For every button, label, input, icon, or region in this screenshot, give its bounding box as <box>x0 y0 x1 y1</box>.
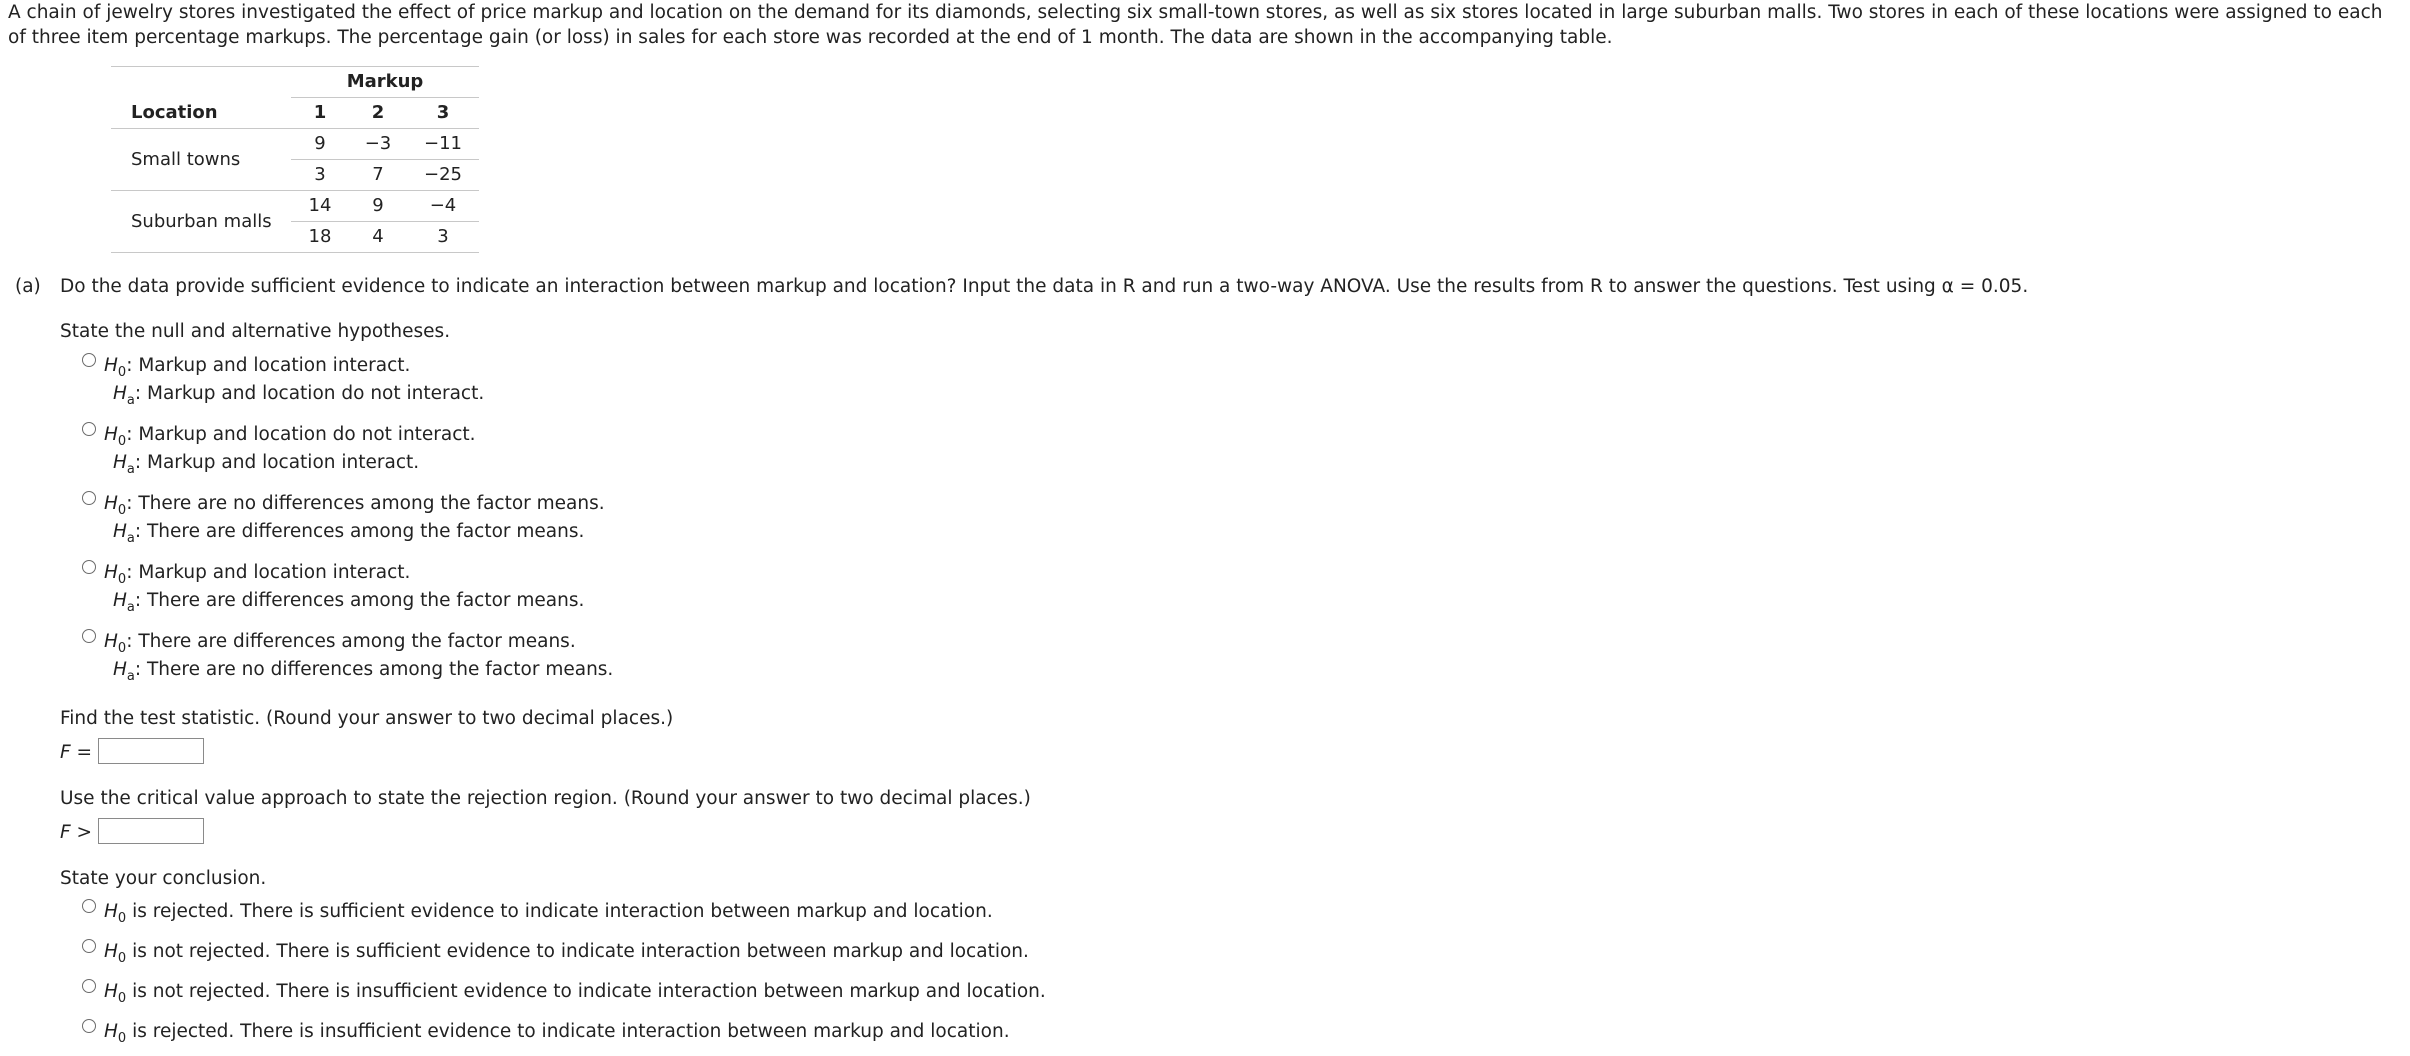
table-cell: 9 <box>291 129 349 160</box>
markup-col-2: 2 <box>349 98 407 129</box>
radio-button[interactable] <box>82 353 96 367</box>
table-cell: −11 <box>407 129 479 160</box>
conclusion-option-2[interactable]: $H_0$ is not rejected. There is sufficient evidence to indicate interaction between markup and location. <box>82 938 1029 966</box>
test-statistic-prompt: Find the test statistic. (Round your answer to two decimal places.) <box>60 708 674 729</box>
conclusion-prompt: State your conclusion. <box>60 868 267 889</box>
problem-intro: A chain of jewelry stores investigated the effect of price markup and location on the demand for its diamonds, selecting six small-town stores, as well as six stores located in large suburban malls. Two stores in each of these locations were assigned to each of three item percentage markups. The percentage gain (or loss) in sales for each store was recorded at the end of 1 month. The data are shown in the accompanying table. <box>8 2 2383 48</box>
conclusion-option-4[interactable]: $H_0$ is rejected. There is insufficient evidence to indicate interaction between markup and location. <box>82 1018 1010 1046</box>
rejection-region-input[interactable] <box>98 818 204 844</box>
radio-button[interactable] <box>82 899 96 913</box>
radio-button[interactable] <box>82 560 96 574</box>
radio-button[interactable] <box>82 979 96 993</box>
conclusion-option-1[interactable]: $H_0$ is rejected. There is sufficient evidence to indicate interaction between markup and location. <box>82 898 993 926</box>
table-row <box>111 129 479 160</box>
row-label-suburban-malls: Suburban malls <box>111 191 291 253</box>
part-a-text: Do the data provide sufficient evidence to indicate an interaction between markup and location? Input the data in R and run a two-way ANOVA. Use the results from R to answer the questions. Test using α = 0.05. <box>60 276 2029 297</box>
radio-button[interactable] <box>82 1019 96 1033</box>
table-cell: −4 <box>407 191 479 222</box>
location-header: Location <box>111 98 291 129</box>
test-statistic-input[interactable] <box>98 738 204 764</box>
part-a-tag: (a) <box>15 276 41 297</box>
markup-col-1: 1 <box>291 98 349 129</box>
table-cell: −3 <box>349 129 407 160</box>
radio-button[interactable] <box>82 422 96 436</box>
radio-button[interactable] <box>82 491 96 505</box>
row-label-small-towns: Small towns <box>111 129 291 191</box>
part-a-question <box>15 274 2028 300</box>
table-cell: 3 <box>291 160 349 191</box>
markup-header: Markup <box>291 67 479 98</box>
table-cell: 4 <box>349 222 407 253</box>
data-table <box>111 66 479 253</box>
table-cell: 18 <box>291 222 349 253</box>
hypothesis-option-2[interactable]: $H_0$: Markup and location do not interact. $H_a$: Markup and location interact. <box>82 421 476 477</box>
table-cell: 9 <box>349 191 407 222</box>
radio-button[interactable] <box>82 939 96 953</box>
table-cell: 14 <box>291 191 349 222</box>
rejection-region-prompt: Use the critical value approach to state the rejection region. (Round your answer to two decimal places.) <box>60 788 1031 809</box>
rejection-region-label: F > <box>60 822 93 843</box>
test-statistic-row <box>60 738 204 768</box>
radio-button[interactable] <box>82 629 96 643</box>
rejection-region-row <box>60 818 204 848</box>
table-cell: 7 <box>349 160 407 191</box>
table-cell: 3 <box>407 222 479 253</box>
table-row <box>111 191 479 222</box>
markup-col-3: 3 <box>407 98 479 129</box>
test-statistic-label: F = <box>60 742 93 763</box>
table-cell: −25 <box>407 160 479 191</box>
hypothesis-option-1[interactable]: $H_0$: Markup and location interact. $H_a$: Markup and location do not interact. <box>82 352 484 408</box>
hypotheses-prompt: State the null and alternative hypotheses. <box>60 321 451 342</box>
hypothesis-option-3[interactable]: $H_0$: There are no differences among the factor means. $H_a$: There are differences among the factor means. <box>82 490 605 546</box>
hypothesis-option-5[interactable]: $H_0$: There are differences among the factor means. $H_a$: There are no differences among the factor means. <box>82 628 613 684</box>
conclusion-option-3[interactable]: $H_0$ is not rejected. There is insufficient evidence to indicate interaction between markup and location. <box>82 978 1046 1006</box>
hypothesis-option-4[interactable]: $H_0$: Markup and location interact. $H_a$: There are differences among the factor means. <box>82 559 584 615</box>
